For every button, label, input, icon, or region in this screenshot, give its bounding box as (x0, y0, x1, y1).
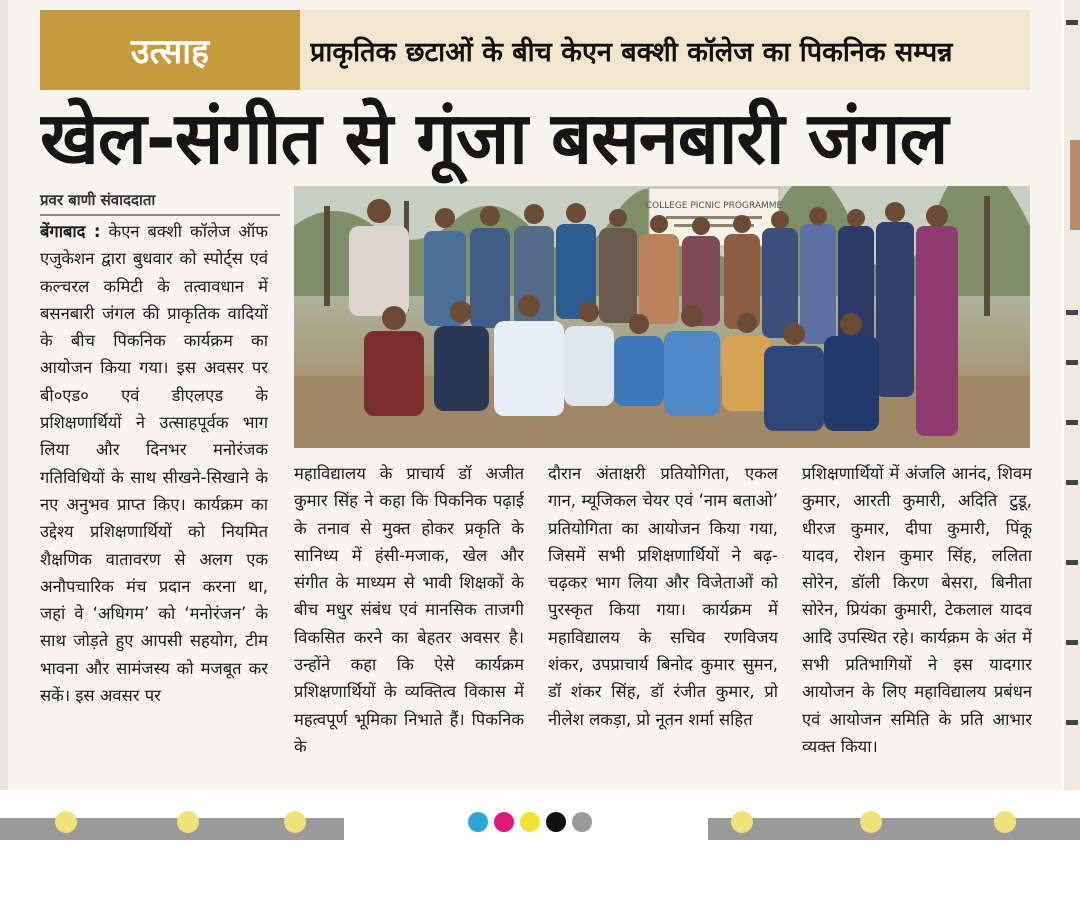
magenta-ink-dot (494, 812, 514, 832)
cyan-ink-dot (468, 812, 488, 832)
byline: प्रवर बाणी संवाददाता (40, 190, 280, 216)
kicker-row (40, 10, 1030, 90)
registration-dot (860, 811, 882, 833)
adjacent-photo (1070, 140, 1080, 230)
headline: खेल-संगीत से गूंजा बसनबारी जंगल (40, 96, 948, 180)
registration-dot (177, 811, 199, 833)
registration-dot (55, 811, 77, 833)
registration-dot (731, 811, 753, 833)
article-column-3: दौरान अंताक्षरी प्रतियोगिता, एकल गान, म्यूजिकल चेयर एवं ‘नाम बताओ’ प्रतियोगिता का आयोजन किया गया, जिसमें सभी प्रशिक्षणार्थियों ने बढ़-चढ़कर भाग लिया और विजेताओं को पुरस्कृत किया गया। कार्यक्रम में महाविद्यालय के सचिव रणविजय शंकर, उपप्राचार्य बिनोद कुमार सुमन, डॉ शंकर सिंह, डॉ रंजीत कुमार, प्रो नीलेश लकड़ा, प्रो नूतन शर्मा सहित (548, 464, 778, 729)
adjacent-text-mark (1066, 720, 1078, 725)
sub-headline: प्राकृतिक छटाओं के बीच केएन बक्शी कॉलेज का पिकनिक सम्पन्न (310, 36, 953, 68)
adjacent-text-mark (1066, 310, 1078, 315)
registration-dot (284, 811, 306, 833)
adjacent-text-mark (1066, 420, 1078, 425)
photo-banner-text: COLLEGE PICNIC PROGRAMME (645, 201, 783, 211)
registration-dot (994, 811, 1016, 833)
column-text: केएन बक्शी कॉलेज ऑफ एजुकेशन द्वारा बुधवार को स्पोर्ट्स एवं कल्चरल कमिटी के तत्वावधान में बसनबारी जंगल की प्राकृतिक वादियों के बीच पिकनिक कार्यक्रम का आयोजन किया गया। इस अवसर पर बी०एड० एवं डीएलएड के प्रशिक्षणार्थियों ने उत्साहपूर्वक भाग लिया और दिनभर मनोरंजक गतिविधियों के साथ सीखने-सिखाने के नए अनुभव प्राप्त किए। कार्यक्रम का उद्देश्य प्रशिक्षणार्थियों को नियमित शैक्षणिक वातावरण से अलग एक अनौपचारिक मंच प्रदान करना था, जहां वे ‘अधिगम’ को ‘मनोरंजन’ के साथ जोड़ते हुए आपसी सहयोग, टीम भावना और सामंजस्य को मजबूत कर सकें। इस अवसर पर (40, 222, 268, 706)
article-column-2: महाविद्यालय के प्राचार्य डॉ अजीत कुमार सिंह ने कहा कि पिकनिक पढ़ाई के तनाव से मुक्त होकर प्रकृति के सानिध्य में हंसी-मजाक, खेल और संगीत के माध्यम से भावी शिक्षकों के बीच मधुर संबंध एवं मानसिक ताजगी विकसित करने का बेहतर अवसर है। उन्होंने कहा कि ऐसे कार्यक्रम प्रशिक्षणार्थियों के व्यक्तित्व विकास में महत्वपूर्ण भूमिका निभाते हैं। पिकनिक के (294, 464, 524, 756)
adjacent-text-mark (1066, 480, 1078, 485)
adjacent-text-mark (1066, 20, 1078, 25)
adjacent-article-strip (1064, 0, 1080, 790)
black-ink-dot (546, 812, 566, 832)
kicker-label: उत्साह (40, 10, 300, 90)
article-column-4: प्रशिक्षणार्थियों में अंजलि आनंद, शिवम कुमार, आरती कुमारी, अदिति टुडू, धीरज कुमार, दीपा कुमारी, पिंकू यादव, रोशन कुमार सिंह, ललिता सोरेन, डॉली किरण बेसरा, बिनीता सोरेन, प्रियंका कुमारी, टेकलाल यादव आदि उपस्थित रहे। कार्यक्रम के अंत में सभी प्रतिभागियों ने इस यादगार आयोजन के लिए महाविद्यालय प्रबंधन एवं आयोजन समिति के प्रति आभार व्यक्त किया। (802, 464, 1032, 756)
print-registration-bar (0, 808, 1080, 852)
adjacent-text-mark (1066, 640, 1078, 645)
page-edge (0, 0, 8, 790)
gray-ink-dot (572, 812, 592, 832)
yellow-ink-dot (520, 812, 540, 832)
article-column-1 (40, 218, 268, 784)
group-photo-illustration (294, 186, 1030, 448)
dateline: बेंगाबाद : (40, 222, 101, 241)
registration-stripe-right (708, 818, 1080, 840)
adjacent-text-mark (1066, 360, 1078, 365)
adjacent-text-mark (1066, 560, 1078, 565)
group-photo (294, 186, 1030, 448)
